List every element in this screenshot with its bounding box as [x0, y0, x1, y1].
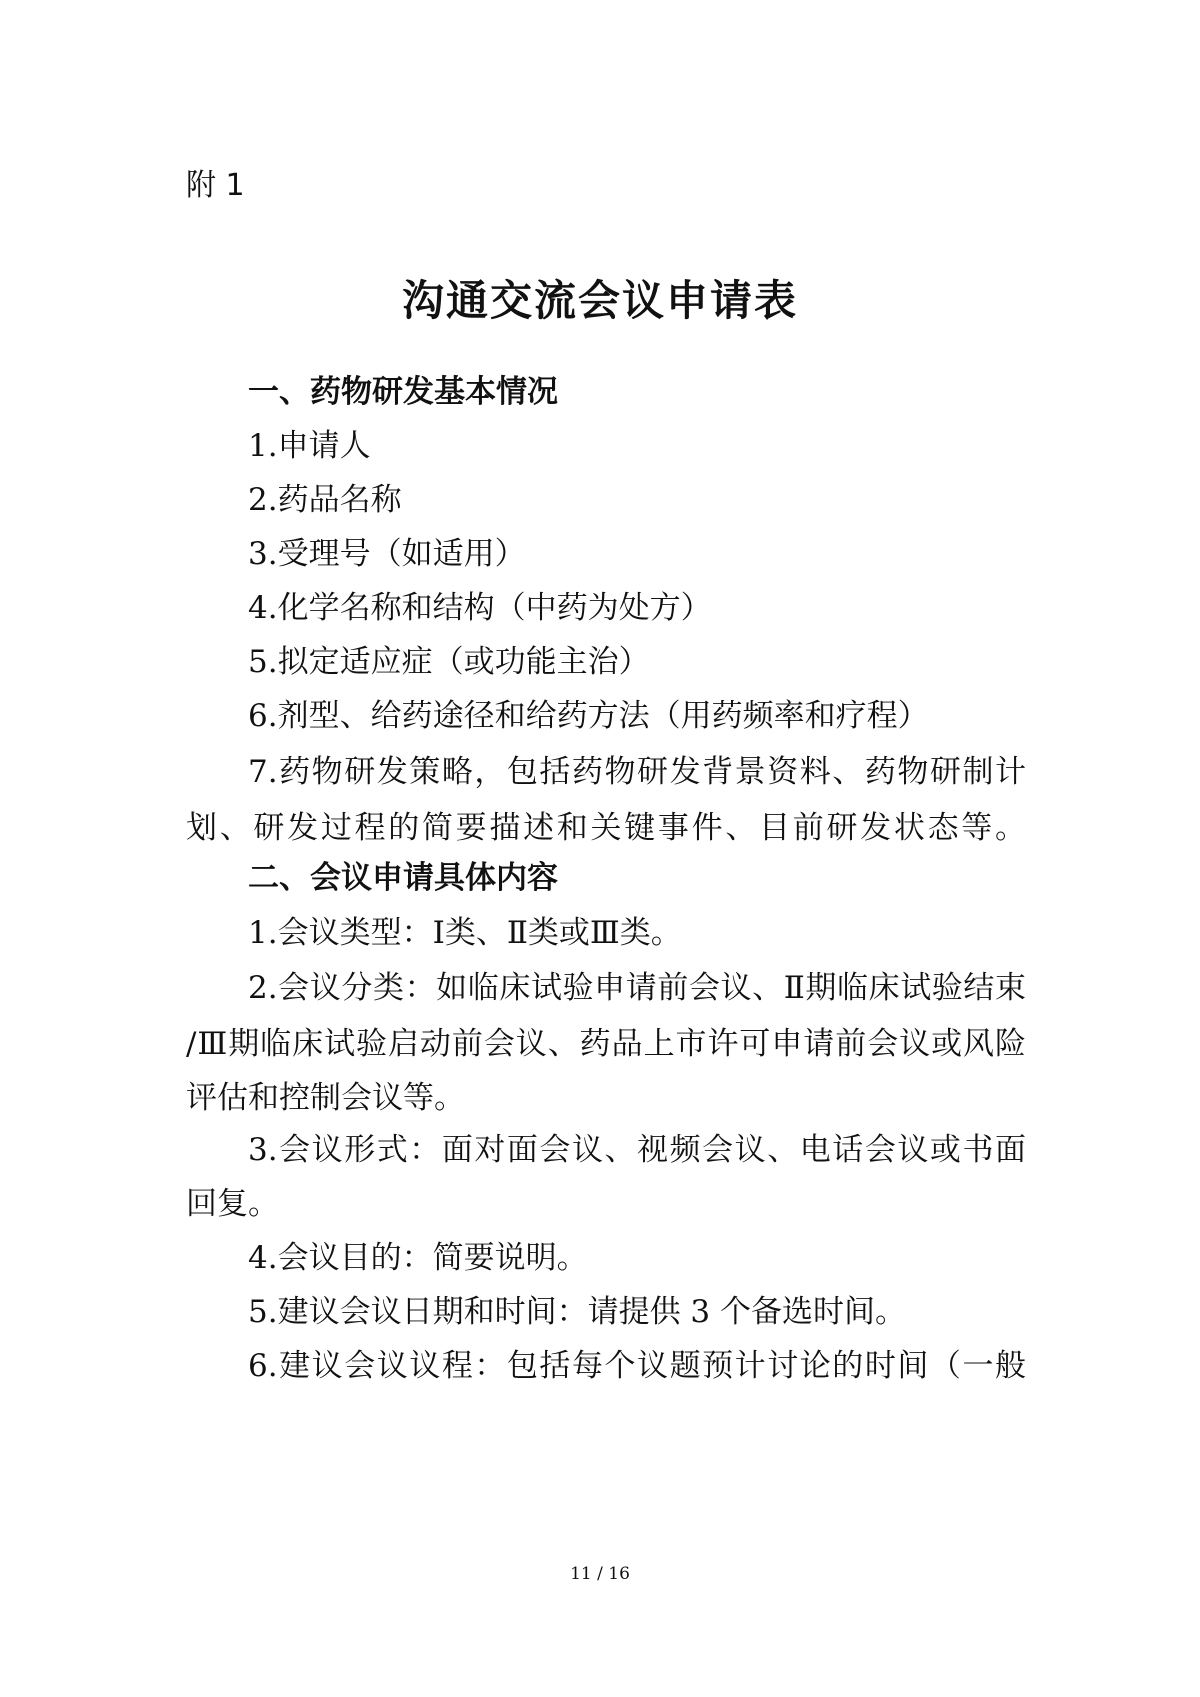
section2-item-2-line3: 评估和控制会议等。 [186, 1080, 465, 1116]
section1-item-7-line1: 7.药物研发策略，包括药物研发背景资料、药物研制计 [248, 754, 1026, 790]
section2-item-5: 5.建议会议日期和时间：请提供 3 个备选时间。 [248, 1294, 907, 1330]
section1-heading: 一、药物研发基本情况 [248, 374, 558, 410]
section2-item-3-line2: 回复。 [186, 1186, 279, 1222]
section2-item-2-line1: 2.会议分类：如临床试验申请前会议、Ⅱ期临床试验结束 [248, 970, 1026, 1006]
page-indicator: 11 / 16 [570, 1564, 630, 1584]
section1-item-7-line2: 划、研发过程的简要描述和关键事件、目前研发状态等。 [186, 810, 1026, 846]
section1-item-6: 6.剂型、给药途径和给药方法（用药频率和疗程） [248, 698, 929, 734]
section2-item-6-line1: 6.建议会议议程：包括每个议题预计讨论的时间（一般 [248, 1348, 1026, 1384]
section1-item-2: 2.药品名称 [248, 482, 402, 518]
section2-item-4: 4.会议目的：简要说明。 [248, 1240, 588, 1276]
section2-item-1: 1.会议类型：Ⅰ类、Ⅱ类或Ⅲ类。 [248, 915, 682, 951]
section2-item-3-line1: 3.会议形式：面对面会议、视频会议、电话会议或书面 [248, 1132, 1026, 1168]
document-title: 沟通交流会议申请表 [401, 276, 798, 325]
section2-item-2-line2: /Ⅲ期临床试验启动前会议、药品上市许可申请前会议或风险 [186, 1026, 1026, 1062]
section1-item-5: 5.拟定适应症（或功能主治） [248, 644, 650, 680]
section1-item-1: 1.申请人 [248, 428, 371, 464]
section2-heading: 二、会议申请具体内容 [248, 860, 558, 896]
section1-item-4: 4.化学名称和结构（中药为处方） [248, 590, 712, 626]
annex-label: 附 1 [186, 168, 245, 203]
section1-item-3: 3.受理号（如适用） [248, 536, 526, 572]
